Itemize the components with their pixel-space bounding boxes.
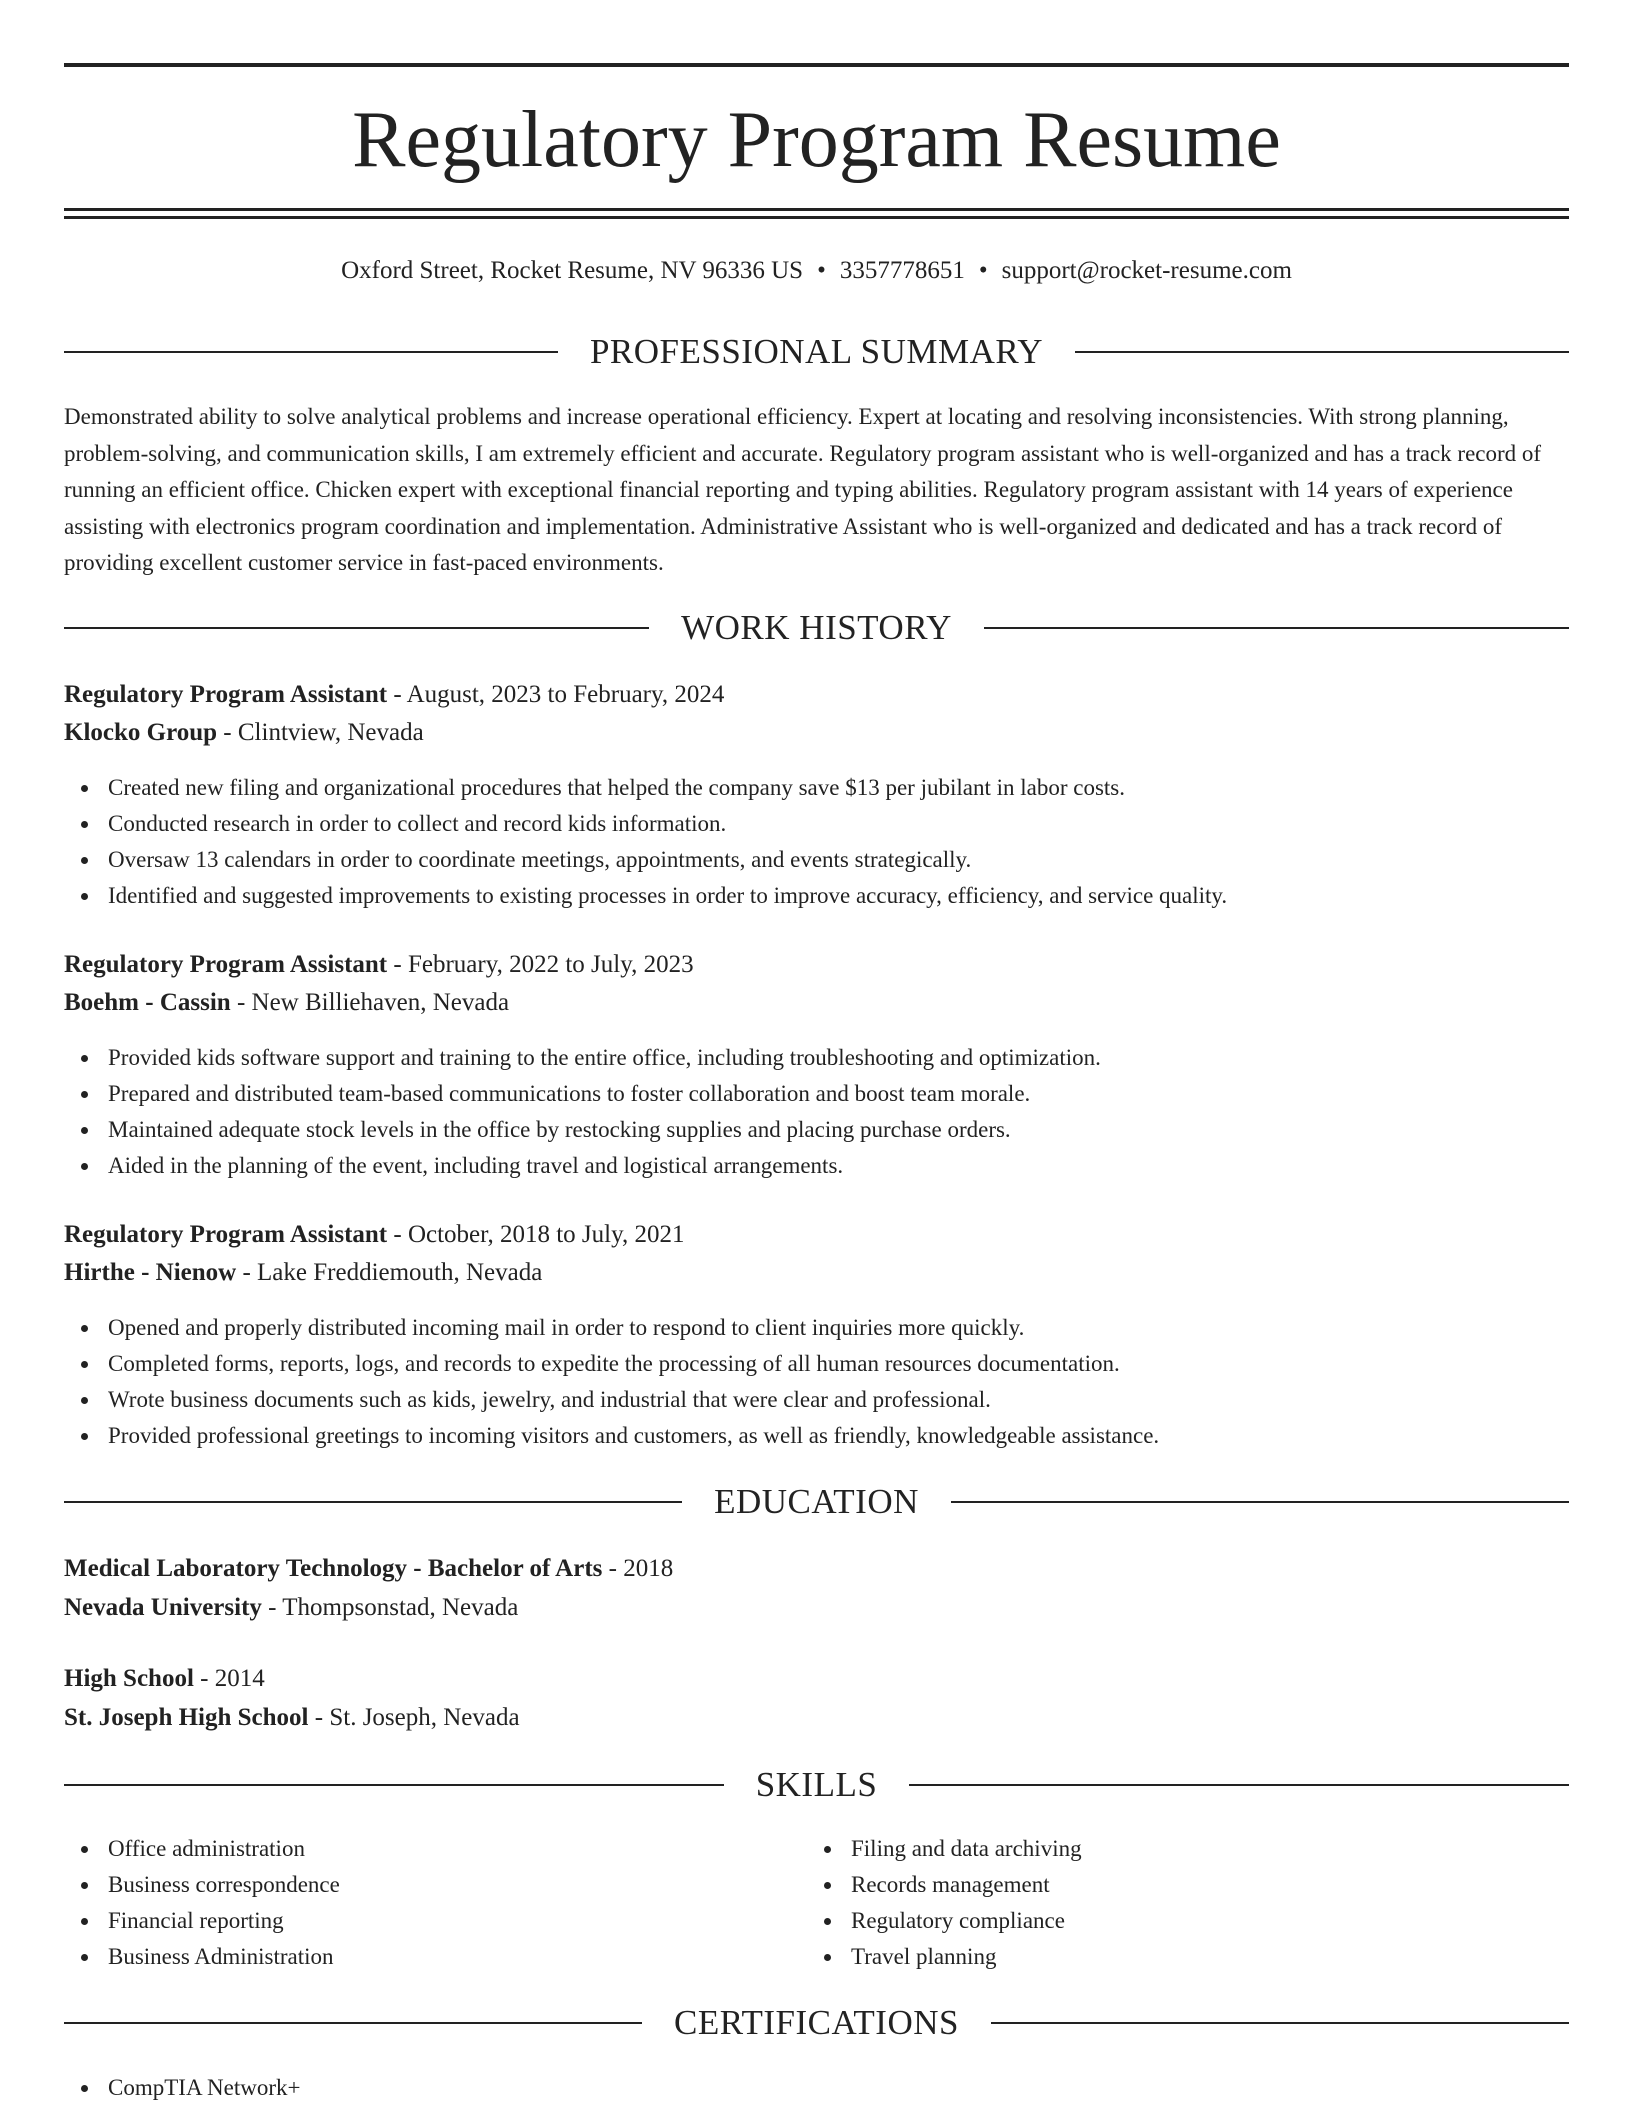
list-item xyxy=(807,1903,1082,1939)
list-item-text: Oversaw 13 calendars in order to coordinate meetings, appointments, and events strategically. xyxy=(108,847,972,872)
list-item-text: Created new filing and organizational procedures that helped the company save $13 per jubilant in labor costs. xyxy=(108,775,1126,800)
section-heading-summary xyxy=(64,332,1569,372)
list-item xyxy=(64,1939,340,1975)
skill-text: Travel planning xyxy=(851,1944,997,1969)
section-rule xyxy=(1075,351,1569,353)
education-degree-line xyxy=(64,1662,1569,1696)
section-heading-label: WORK HISTORY xyxy=(681,608,952,647)
list-item-text: Wrote business documents such as kids, jewelry, and industrial that were clear and professional. xyxy=(108,1387,991,1412)
list-item xyxy=(64,2070,300,2106)
skills-list-right xyxy=(807,1831,1082,1975)
section-rule xyxy=(64,2022,642,2024)
job-company-line xyxy=(64,716,1569,750)
list-item-text: Identified and suggested improvements to existing processes in order to improve accuracy, efficiency, and service quality. xyxy=(108,883,1228,908)
list-item xyxy=(807,1939,1082,1975)
job-location: - New Billiehaven, Nevada xyxy=(230,989,510,1016)
certification-text: CompTIA Network+ xyxy=(108,2075,301,2100)
education-school: Nevada University xyxy=(64,1594,262,1621)
list-item xyxy=(64,1831,340,1867)
list-item-text: Provided kids software support and training to the entire office, including troubleshooting and optimization. xyxy=(108,1045,1101,1070)
bullet-dot xyxy=(824,1918,831,1925)
job-title: Regulatory Program Assistant xyxy=(64,681,388,708)
skill-text: Records management xyxy=(851,1872,1050,1897)
contact-phone: 3357778651 xyxy=(839,257,965,284)
skill-text: Regulatory compliance xyxy=(851,1908,1065,1933)
section-heading-education xyxy=(64,1482,1569,1522)
job-bullets xyxy=(64,1040,1101,1184)
job-title-line xyxy=(64,1218,1569,1252)
education-degree-line xyxy=(64,1552,1569,1586)
section-heading-label: PROFESSIONAL SUMMARY xyxy=(589,332,1044,371)
skills-list-left xyxy=(64,1831,340,1975)
job-company-line xyxy=(64,1256,1569,1290)
job-title: Regulatory Program Assistant xyxy=(64,951,388,978)
bullet-dot xyxy=(81,1882,88,1889)
education-location: - Thompsonstad, Nevada xyxy=(261,1594,519,1621)
list-item xyxy=(807,1831,1082,1867)
education-school: St. Joseph High School xyxy=(64,1704,309,1731)
section-rule xyxy=(984,627,1569,629)
list-item-text: Maintained adequate stock levels in the office by restocking supplies and placing purchase orders. xyxy=(108,1117,1011,1142)
bullet-dot xyxy=(81,1433,88,1440)
section-rule xyxy=(64,627,649,629)
job-bullets xyxy=(64,770,1227,914)
list-item xyxy=(64,878,1227,914)
list-item xyxy=(64,770,1227,806)
header-top-rule xyxy=(64,63,1569,67)
section-rule xyxy=(951,1501,1569,1503)
section-heading-label: EDUCATION xyxy=(714,1482,919,1521)
list-item xyxy=(64,1382,1159,1418)
page-title: Regulatory Program Resume xyxy=(352,96,1281,184)
skill-text: Financial reporting xyxy=(108,1908,284,1933)
list-item-text: Completed forms, reports, logs, and records to expedite the processing of all human resources documentation. xyxy=(108,1351,1120,1376)
bullet-dot xyxy=(81,1325,88,1332)
list-item xyxy=(64,1903,340,1939)
job-dates: - August, 2023 to February, 2024 xyxy=(387,681,725,708)
list-item xyxy=(64,1418,1159,1454)
list-item xyxy=(64,842,1227,878)
list-item xyxy=(807,1867,1082,1903)
bullet-dot xyxy=(824,1882,831,1889)
job-company: Klocko Group xyxy=(64,719,218,746)
bullet-dot xyxy=(81,1918,88,1925)
section-rule xyxy=(64,1501,682,1503)
contact-address: Oxford Street, Rocket Resume, NV 96336 US xyxy=(341,257,804,284)
job-title-line xyxy=(64,948,1569,982)
bullet-dot xyxy=(81,1846,88,1853)
list-item xyxy=(64,1310,1159,1346)
bullet-dot xyxy=(81,1163,88,1170)
list-item-text: Prepared and distributed team-based communications to foster collaboration and boost team morale. xyxy=(108,1081,1031,1106)
bullet-dot xyxy=(81,1127,88,1134)
list-item xyxy=(64,1040,1101,1076)
job-title: Regulatory Program Assistant xyxy=(64,1221,388,1248)
job-dates: - October, 2018 to July, 2021 xyxy=(387,1221,685,1248)
list-item xyxy=(64,1076,1101,1112)
contact-separator: • xyxy=(817,257,826,284)
section-rule xyxy=(909,1784,1569,1786)
education-degree: High School xyxy=(64,1665,194,1692)
job-company: Hirthe - Nienow xyxy=(64,1259,237,1286)
certifications-list xyxy=(64,2070,300,2106)
bullet-dot xyxy=(81,1055,88,1062)
education-year: - 2018 xyxy=(602,1555,674,1582)
section-heading-skills xyxy=(64,1765,1569,1805)
job-location: - Lake Freddiemouth, Nevada xyxy=(236,1259,543,1286)
education-school-line xyxy=(64,1701,1569,1735)
skill-text: Filing and data archiving xyxy=(851,1836,1082,1861)
bullet-dot xyxy=(81,1954,88,1961)
job-company-line xyxy=(64,986,1569,1020)
bullet-dot xyxy=(81,2085,88,2092)
section-heading-label: SKILLS xyxy=(755,1765,878,1804)
bullet-dot xyxy=(824,1846,831,1853)
job-company: Boehm - Cassin xyxy=(64,989,231,1016)
bullet-dot xyxy=(81,857,88,864)
education-year: - 2014 xyxy=(193,1665,265,1692)
list-item xyxy=(64,1112,1101,1148)
job-title-line xyxy=(64,678,1569,712)
section-heading-certifications xyxy=(64,2003,1569,2043)
bullet-dot xyxy=(81,1361,88,1368)
contact-line xyxy=(64,254,1569,288)
education-location: - St. Joseph, Nevada xyxy=(308,1704,520,1731)
section-rule xyxy=(991,2022,1569,2024)
bullet-dot xyxy=(81,1091,88,1098)
list-item xyxy=(64,1346,1159,1382)
skill-text: Office administration xyxy=(108,1836,305,1861)
list-item xyxy=(64,806,1227,842)
section-heading-work xyxy=(64,608,1569,648)
list-item xyxy=(64,1867,340,1903)
section-rule xyxy=(64,1784,724,1786)
list-item xyxy=(64,1148,1101,1184)
bullet-dot xyxy=(824,1954,831,1961)
summary-text: Demonstrated ability to solve analytical problems and increase operational efficiency. Expert at locating and resolving inconsistencies. With strong planning, problem-solving, and communication skills, I am extremely efficient and accurate. Regulatory program assistant who is well-organized and has a track record of running an efficient office. Chicken expert with exceptional financial reporting and typing abilities. Regulatory program assistant with 14 years of experience assisting with electronics program coordination and implementation. Administrative Assistant who is well-organized and dedicated and has a track record of providing excellent customer service in fast-paced environments. xyxy=(64,404,1542,575)
contact-email: support@rocket-resume.com xyxy=(1001,257,1292,284)
header-bottom-rule xyxy=(64,208,1569,211)
list-item-text: Opened and properly distributed incoming mail in order to respond to client inquiries more quickly. xyxy=(108,1315,1025,1340)
bullet-dot xyxy=(81,893,88,900)
bullet-dot xyxy=(81,785,88,792)
education-school-line xyxy=(64,1591,1569,1625)
contact-separator: • xyxy=(978,257,988,284)
job-location: - Clintview, Nevada xyxy=(217,719,424,746)
education-degree: Medical Laboratory Technology - Bachelor of Arts xyxy=(64,1555,603,1582)
header-bottom-rule-inner xyxy=(64,216,1569,219)
section-rule xyxy=(64,351,558,353)
skill-text: Business Administration xyxy=(108,1944,334,1969)
job-bullets xyxy=(64,1310,1159,1454)
section-heading-label: CERTIFICATIONS xyxy=(674,2003,959,2042)
bullet-dot xyxy=(81,821,88,828)
list-item-text: Aided in the planning of the event, including travel and logistical arrangements. xyxy=(108,1153,844,1178)
list-item-text: Provided professional greetings to incoming visitors and customers, as well as friendly, knowledgeable assistance. xyxy=(108,1423,1160,1448)
job-dates: - February, 2022 to July, 2023 xyxy=(387,951,694,978)
bullet-dot xyxy=(81,1397,88,1404)
skill-text: Business correspondence xyxy=(108,1872,340,1897)
list-item-text: Conducted research in order to collect and record kids information. xyxy=(108,811,727,836)
